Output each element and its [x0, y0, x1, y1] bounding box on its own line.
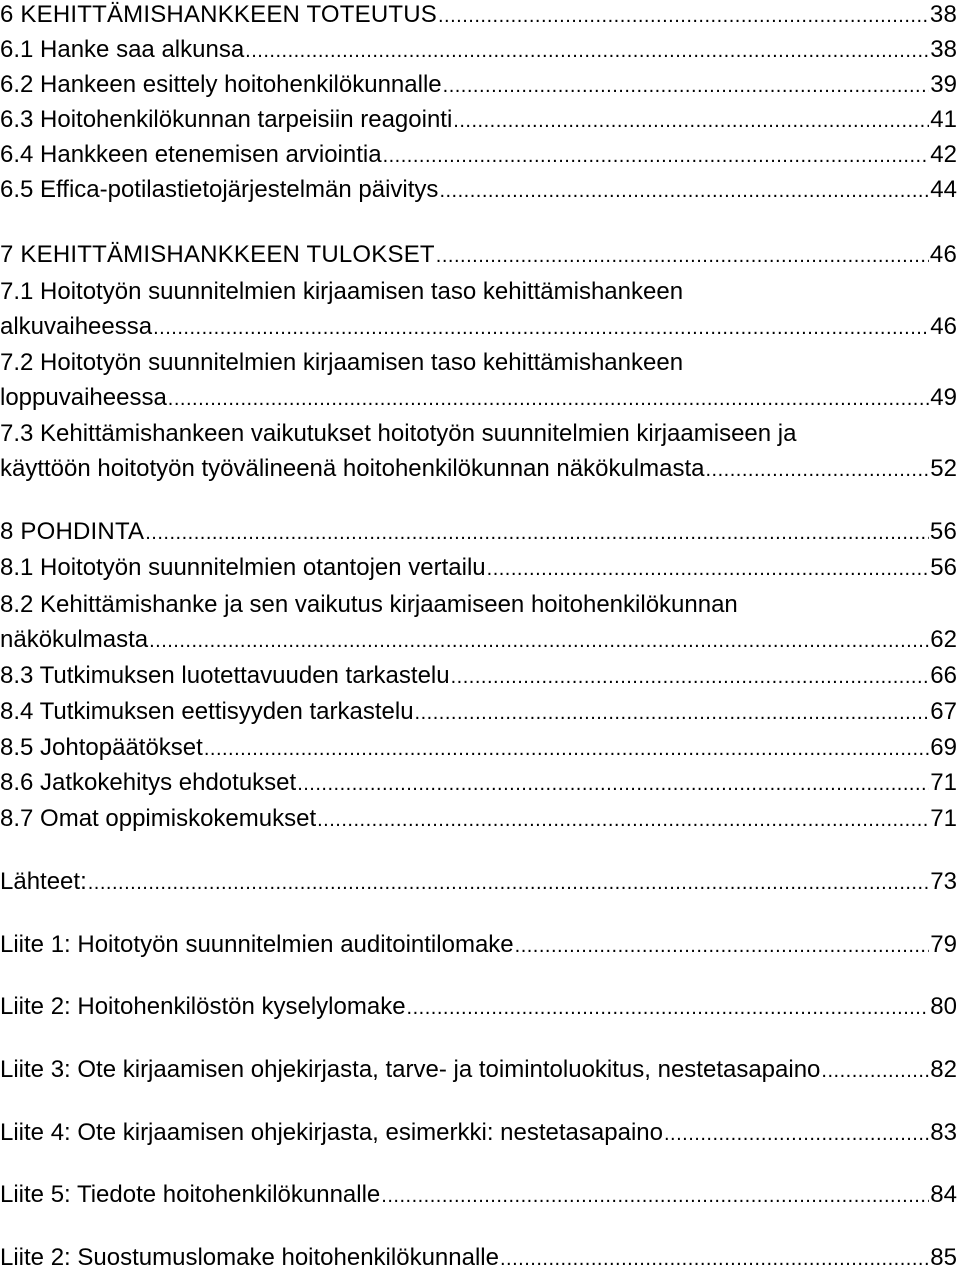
- toc-entry-liite-1[interactable]: [0, 927, 957, 963]
- toc-entry-8-7[interactable]: [0, 801, 957, 837]
- toc-leader: [317, 802, 929, 838]
- toc-entry-6-4[interactable]: [0, 137, 957, 173]
- toc-entry-title: 6.1 Hanke saa alkunsa: [0, 36, 245, 63]
- toc-entry-title: 8.4 Tutkimuksen eettisyyden tarkastelu: [0, 698, 414, 725]
- toc-leader: [415, 695, 930, 731]
- toc-page-number: 67: [930, 698, 957, 725]
- toc-entry-title: Lähteet:: [0, 868, 87, 895]
- toc-page-number: 52: [930, 455, 957, 482]
- toc-entry-title: 7 KEHITTÄMISHANKKEEN TULOKSET: [0, 241, 435, 268]
- toc-entry-6-5[interactable]: [0, 172, 957, 208]
- toc-entry-title: 8.5 Johtopäätökset: [0, 734, 203, 761]
- toc-entry-title: 8.7 Omat oppimiskokemukset: [0, 805, 317, 832]
- toc-page-number: 71: [930, 769, 957, 796]
- toc-entry-liite-2[interactable]: [0, 989, 957, 1025]
- toc-page-number: 80: [930, 993, 957, 1020]
- toc-entry-8-5[interactable]: [0, 730, 957, 766]
- toc-page-number: 49: [930, 384, 957, 411]
- toc-entry-title-line-1: 7.2 Hoitotyön suunnitelmien kirjaamisen taso kehittämishankeen: [0, 349, 684, 376]
- toc-entry-title: 8.1 Hoitotyön suunnitelmien otantojen vertailu: [0, 554, 486, 581]
- toc-page-number: 38: [929, 1, 957, 28]
- toc-page-number: 41: [930, 106, 957, 133]
- toc-leader: [297, 766, 929, 802]
- toc-page-number: 42: [930, 141, 957, 168]
- toc-entry-7-1[interactable]: [0, 274, 957, 346]
- toc-entry-lahteet[interactable]: [0, 864, 957, 900]
- toc-entry-liite-3[interactable]: [0, 1052, 957, 1088]
- toc-leader: [515, 928, 930, 964]
- toc-page-number: 84: [930, 1181, 957, 1208]
- toc-leader: [500, 1241, 929, 1277]
- toc-leader: [487, 551, 930, 587]
- toc-leader: [705, 452, 929, 488]
- toc-entry-title: Liite 1: Hoitotyön suunnitelmien auditointilomake: [0, 931, 514, 958]
- toc-leader: [168, 381, 930, 417]
- toc-entry-title: 6.2 Hankeen esittely hoitohenkilökunnalle: [0, 71, 442, 98]
- toc-entry-6-1[interactable]: [0, 32, 957, 68]
- toc-entry-title: Liite 2: Hoitohenkilöstön kyselylomake: [0, 993, 406, 1020]
- toc-entry-title-line-2: käyttöön hoitotyön työvälineenä hoitohenkilökunnan näkökulmasta: [0, 455, 705, 482]
- toc-leader: [436, 238, 929, 274]
- toc-entry-7-2[interactable]: [0, 345, 957, 417]
- toc-entry-8-6[interactable]: [0, 765, 957, 801]
- toc-leader: [88, 865, 930, 901]
- toc-leader: [821, 1053, 929, 1089]
- toc-page-number: 46: [929, 241, 957, 268]
- toc-page-number: 62: [930, 626, 957, 653]
- toc-entry-title: 8.3 Tutkimuksen luotettavuuden tarkastelu: [0, 662, 450, 689]
- toc-entry-title: 6 KEHITTÄMISHANKKEEN TOTEUTUS: [0, 1, 437, 28]
- toc-entry-liite-5[interactable]: [0, 1177, 957, 1213]
- toc-leader: [664, 1116, 929, 1152]
- toc-page-number: 79: [930, 931, 957, 958]
- toc-entry-title: 6.3 Hoitohenkilökunnan tarpeisiin reagointi: [0, 106, 453, 133]
- toc-entry-title-line-1: 7.1 Hoitotyön suunnitelmien kirjaamisen taso kehittämishankeen: [0, 278, 684, 305]
- toc-entry-title-line-2: näkökulmasta: [0, 626, 149, 653]
- toc-leader: [438, 0, 929, 34]
- toc-entry-title: 8 POHDINTA: [0, 518, 145, 545]
- toc-entry-title: 6.4 Hankkeen etenemisen arviointia: [0, 141, 382, 168]
- toc-page-number: 44: [930, 176, 957, 203]
- toc-entry-8-4[interactable]: [0, 694, 957, 730]
- toc-entry-title-line-1: 7.3 Kehittämishankeen vaikutukset hoitotyön suunnitelmien kirjaamiseen ja: [0, 420, 797, 447]
- toc-leader: [145, 515, 929, 551]
- toc-entry-chapter-8[interactable]: [0, 514, 957, 550]
- toc-leader: [149, 623, 929, 659]
- toc-page-number: 71: [930, 805, 957, 832]
- toc-leader: [381, 1178, 929, 1214]
- toc-entry-title: Liite 2: Suostumuslomake hoitohenkilökunnalle: [0, 1244, 499, 1271]
- toc-page-number: 46: [930, 313, 957, 340]
- toc-page-number: 56: [930, 554, 957, 581]
- toc-page-number: 73: [930, 868, 957, 895]
- toc-leader: [153, 310, 929, 346]
- toc-page-number: 85: [930, 1244, 957, 1271]
- toc-leader: [443, 68, 930, 104]
- toc-entry-title: Liite 4: Ote kirjaamisen ohjekirjasta, esimerkki: nestetasapaino: [0, 1119, 663, 1146]
- toc-page-number: 83: [930, 1119, 957, 1146]
- toc-entry-6-3[interactable]: [0, 102, 957, 138]
- toc-page-number: 82: [930, 1056, 957, 1083]
- toc-leader: [383, 138, 930, 174]
- toc-leader: [407, 990, 930, 1026]
- toc-page-number: 66: [930, 662, 957, 689]
- toc-leader: [453, 103, 929, 139]
- toc-entry-7-3[interactable]: [0, 416, 957, 488]
- toc-page-number: 39: [930, 71, 957, 98]
- toc-entry-title-line-2: alkuvaiheessa: [0, 313, 153, 340]
- toc-leader: [204, 731, 929, 767]
- toc-leader: [451, 659, 930, 695]
- toc-entry-title: 8.6 Jatkokehitys ehdotukset: [0, 769, 297, 796]
- toc-leader: [439, 173, 929, 209]
- toc-entry-6-2[interactable]: [0, 67, 957, 103]
- toc-entry-title: Liite 3: Ote kirjaamisen ohjekirjasta, tarve- ja toimintoluokitus, nestetasapaino: [0, 1056, 821, 1083]
- toc-entry-chapter-7[interactable]: [0, 237, 957, 273]
- toc-entry-title: Liite 5: Tiedote hoitohenkilökunnalle: [0, 1181, 381, 1208]
- toc-entry-title: 6.5 Effica-potilastietojärjestelmän päivitys: [0, 176, 439, 203]
- toc-leader: [245, 33, 929, 69]
- toc-entry-chapter-6[interactable]: [0, 0, 957, 33]
- toc-entry-title-line-2: loppuvaiheessa: [0, 384, 167, 411]
- toc-entry-8-3[interactable]: [0, 658, 957, 694]
- toc-page-number: 69: [930, 734, 957, 761]
- toc-page-number: 56: [929, 518, 957, 545]
- toc-page-number: 38: [930, 36, 957, 63]
- toc-entry-8-2[interactable]: [0, 587, 957, 659]
- toc-entry-liite-4[interactable]: [0, 1115, 957, 1151]
- toc-entry-title-line-1: 8.2 Kehittämishanke ja sen vaikutus kirjaamiseen hoitohenkilökunnan: [0, 591, 738, 618]
- toc-entry-8-1[interactable]: [0, 550, 957, 586]
